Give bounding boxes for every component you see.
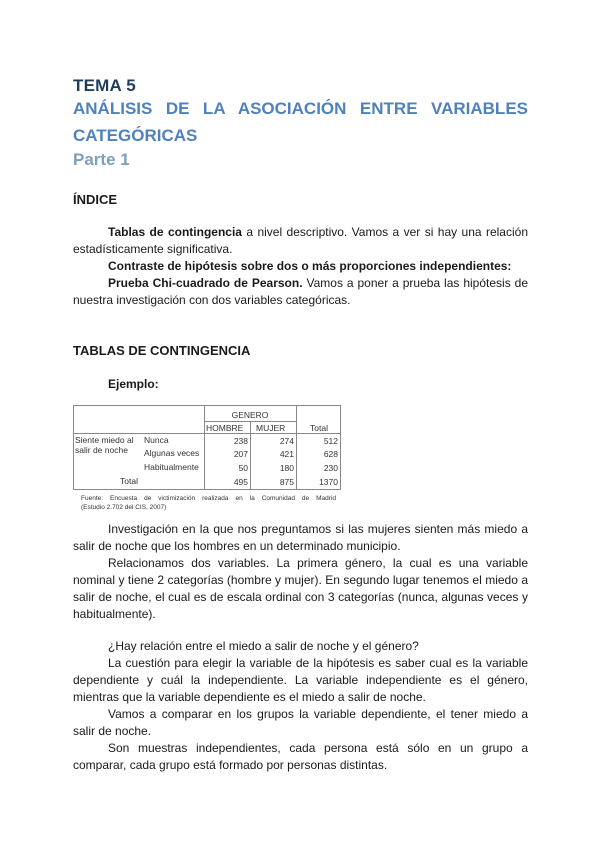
body-paragraph-3-text: ¿Hay relación entre el miedo a salir de noche y el género?	[108, 639, 419, 653]
table-row-variable-line-2: salir de noche	[75, 445, 128, 455]
table-cell: 50	[238, 463, 248, 473]
table-cell: 875	[279, 477, 294, 487]
body-paragraph-3	[73, 638, 528, 655]
body-paragraph-5	[73, 706, 528, 740]
contingency-table	[73, 405, 341, 490]
indice-item-2-bold: Contraste de hipótesis sobre dos o más proporciones independientes:	[108, 259, 512, 273]
body-paragraph-6-text: Son muestras independientes, cada persona está sólo en un grupo a comparar, cada grupo está formado por personas distintas.	[73, 741, 528, 772]
table-cell: 1370	[319, 477, 338, 487]
document-part-label: Parte 1	[73, 150, 130, 169]
document-title-line-2: CATEGÓRICAS	[73, 126, 198, 145]
table-row-label: Algunas veces	[144, 448, 200, 458]
table-header-total: Total	[310, 423, 328, 433]
table-cell: 180	[279, 463, 294, 473]
indice-item-1-text: a nivel descriptivo. Vamos a ver si hay una relación estadísticamente significativa.	[73, 225, 528, 256]
indice-item-3	[73, 275, 528, 309]
indice-item-3-bold: Prueba Chi-cuadrado de Pearson.	[108, 276, 303, 290]
table-cell: 238	[233, 436, 248, 446]
indice-item-3-text: Vamos a poner a prueba las hipótesis de nuestra investigación con dos variables categóricas.	[73, 276, 528, 307]
table-row-label: Habitualmente	[144, 462, 199, 472]
body-paragraph-2-text: Relacionamos dos variables. La primera género, la cual es una variable nominal y tiene 2 categorías (hombre y mujer). En segundo lugar tenemos el miedo a salir de noche, el cual es de escala ordinal con 3 categorías (nunca, algunas veces y habitualmente).	[73, 556, 528, 621]
body-paragraph-2	[73, 555, 528, 623]
table-source-line-1: Fuente: Encuesta de victimización realizada en la Comunidad de Madrid	[81, 495, 336, 502]
table-cell: 207	[233, 449, 248, 459]
body-paragraph-5-text: Vamos a comparar en los grupos la variable dependiente, el tener miedo a salir de noche.	[73, 707, 528, 738]
table-header-genero: GENERO	[231, 410, 269, 420]
table-row-label: Nunca	[144, 435, 169, 445]
table-total-label: Total	[120, 476, 138, 486]
table-cell: 274	[279, 436, 294, 446]
table-divider-genero	[204, 421, 296, 422]
table-border-left	[73, 405, 74, 490]
body-paragraph-6	[73, 740, 528, 774]
indice-item-2	[73, 258, 528, 275]
table-cell: 421	[279, 449, 294, 459]
table-header-hombre: HOMBRE	[206, 423, 244, 433]
table-divider-header	[73, 433, 341, 434]
body-paragraph-1	[73, 521, 528, 555]
table-header-mujer: MUJER	[256, 423, 286, 433]
indice-heading: ÍNDICE	[73, 192, 118, 207]
table-border-right	[340, 405, 341, 490]
table-border-bottom	[73, 489, 341, 490]
indice-item-1-bold: Tablas de contingencia	[108, 225, 242, 239]
table-cell: 628	[323, 449, 338, 459]
table-cell: 230	[323, 463, 338, 473]
table-cell: 512	[323, 436, 338, 446]
table-row-variable-line-1: Siente miedo al	[75, 435, 134, 445]
indice-item-1	[73, 224, 528, 258]
body-paragraph-1-text: Investigación en la que nos preguntamos si las mujeres sienten más miedo a salir de noche que los hombres en un determinado municipio.	[73, 522, 528, 553]
table-source-note	[81, 494, 336, 512]
ejemplo-label: Ejemplo:	[108, 377, 159, 391]
body-paragraph-4	[73, 655, 528, 706]
tema-label: TEMA 5	[73, 76, 136, 95]
document-title-line-1: ANÁLISIS DE LA ASOCIACIÓN ENTRE VARIABLES	[73, 99, 528, 118]
table-cell: 495	[233, 477, 248, 487]
tablas-heading: TABLAS DE CONTINGENCIA	[73, 343, 251, 358]
body-paragraph-4-text: La cuestión para elegir la variable de la hipótesis es saber cual es la variable dependiente y cuál la independiente. La variable independiente es el género, mientras que la variable dependiente es el miedo a salir de noche.	[73, 656, 528, 704]
table-border-top	[73, 405, 341, 406]
table-source-line-2: (Estudio 2.702 del CIS, 2007)	[81, 504, 167, 511]
